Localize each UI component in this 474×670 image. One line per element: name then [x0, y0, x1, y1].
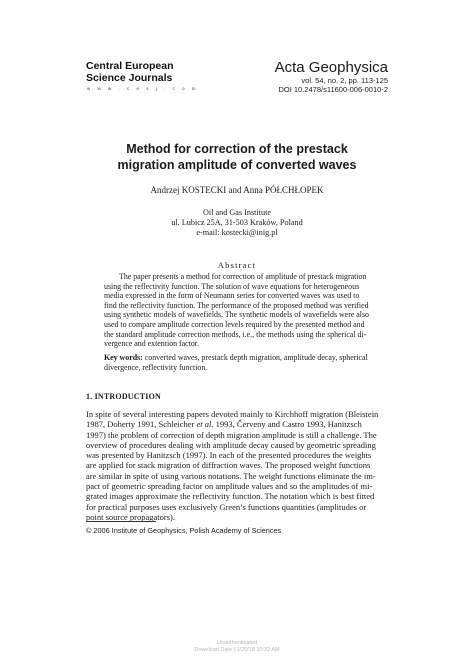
body-line: was presented by Hanitzsch (1997). In each of the presented procedures the weights — [86, 450, 372, 461]
body-line: are applied for stack migration of diffraction waves. The proposed weight functions — [86, 460, 371, 471]
title-line: migration amplitude of converted waves — [117, 158, 357, 172]
keywords — [104, 353, 374, 372]
abstract-line: using synthetic models of wavefields. The synthetic models of wavefields were also — [104, 310, 370, 320]
keywords-label: Key words: — [104, 353, 143, 362]
watermark-line: Unauthenticated — [216, 640, 258, 646]
body-line: are similar in spite of using various notations. The weight functions eliminate the im- — [86, 470, 376, 481]
body-line: In spite of several interesting papers devoted mainly to Kirchhoff migration (Bleistein — [86, 409, 379, 419]
abstract-line: media expressed in the form of Neumann series for converted waves was used to — [104, 291, 360, 301]
article-title — [90, 141, 384, 173]
body-line: overview of procedures dealing with amplitude decay caused by geometric spreading — [86, 439, 376, 450]
body-line: point source propagators). — [86, 511, 175, 522]
keywords-text: divergence, reflectivity function. — [104, 362, 208, 372]
abstract-line: vergence and extention factor. — [104, 339, 199, 349]
copyright-notice: © 2006 Institute of Geophysics, Polish Academy of Sciences — [86, 526, 282, 535]
publisher-url: w w w . c e s j . c o m — [87, 86, 199, 91]
body-line: for practical purposes uses exclusively Green’s functions quantities (amplitudes or — [86, 501, 367, 512]
body-line: pact of geometric spreading factor on amplitude values and so the amplitudes of mi- — [86, 481, 373, 492]
journal-header — [275, 59, 388, 94]
authors: Andrzej KOSTECKI and Anna PÓŁCHŁOPEK — [150, 185, 324, 195]
watermark-line: Download Date | 1/20/18 10:32 AM — [194, 647, 280, 653]
journal-volume: vol. 54, no. 2, pp. 113-125 — [301, 76, 388, 85]
abstract-heading: Abstract — [217, 260, 257, 270]
abstract-body — [104, 272, 374, 349]
title-line: Method for correction of the prestack — [126, 142, 348, 156]
body-line: 1987, Doherty 1991, Schleicher et al. 1993, Červeny and Castro 1993, Hanitzsch — [86, 419, 362, 430]
intro-body — [86, 409, 388, 522]
body-line: grated images approximate the reflectivity function. The notation which is best fitted — [86, 491, 375, 502]
keywords-text: converted waves, prestack depth migration, amplitude decay, spherical — [142, 353, 368, 362]
download-watermark — [0, 640, 474, 654]
journal-doi: DOI 10.2478/s11600-006-0010-2 — [278, 85, 388, 94]
affiliation — [90, 208, 384, 238]
body-line: 1997) the problem of correction of depth migration amplitude is still a challenge. The — [86, 429, 377, 440]
publisher-logo — [86, 60, 174, 84]
abstract-line: the standard amplitude correction methods, i.e., the methods using the spherical di- — [104, 329, 367, 339]
abstract-line: find the reflectivity function. The performance of the proposed method was verified — [104, 300, 369, 310]
abstract-line: The paper presents a method for correction of amplitude of prestack migration — [119, 272, 367, 281]
abstract-line: used to compare amplitude correction levels required by the presented method and — [104, 319, 365, 329]
abstract-line: using the reflectivity function. The solution of wave equations for heterogeneous — [104, 281, 360, 291]
affiliation-email: e-mail: kostecki@inig.pl — [196, 228, 278, 237]
affiliation-line: Oil and Gas Institute — [203, 208, 271, 217]
publisher-name-line2: Science Journals — [86, 72, 173, 84]
publisher-name-line1: Central European — [86, 60, 174, 72]
journal-name: Acta Geophysica — [274, 59, 388, 76]
footnote-rule — [86, 521, 156, 522]
section-heading: 1. INTRODUCTION — [86, 392, 162, 401]
affiliation-line: ul. Lubicz 25A, 31-503 Kraków, Poland — [171, 218, 303, 227]
